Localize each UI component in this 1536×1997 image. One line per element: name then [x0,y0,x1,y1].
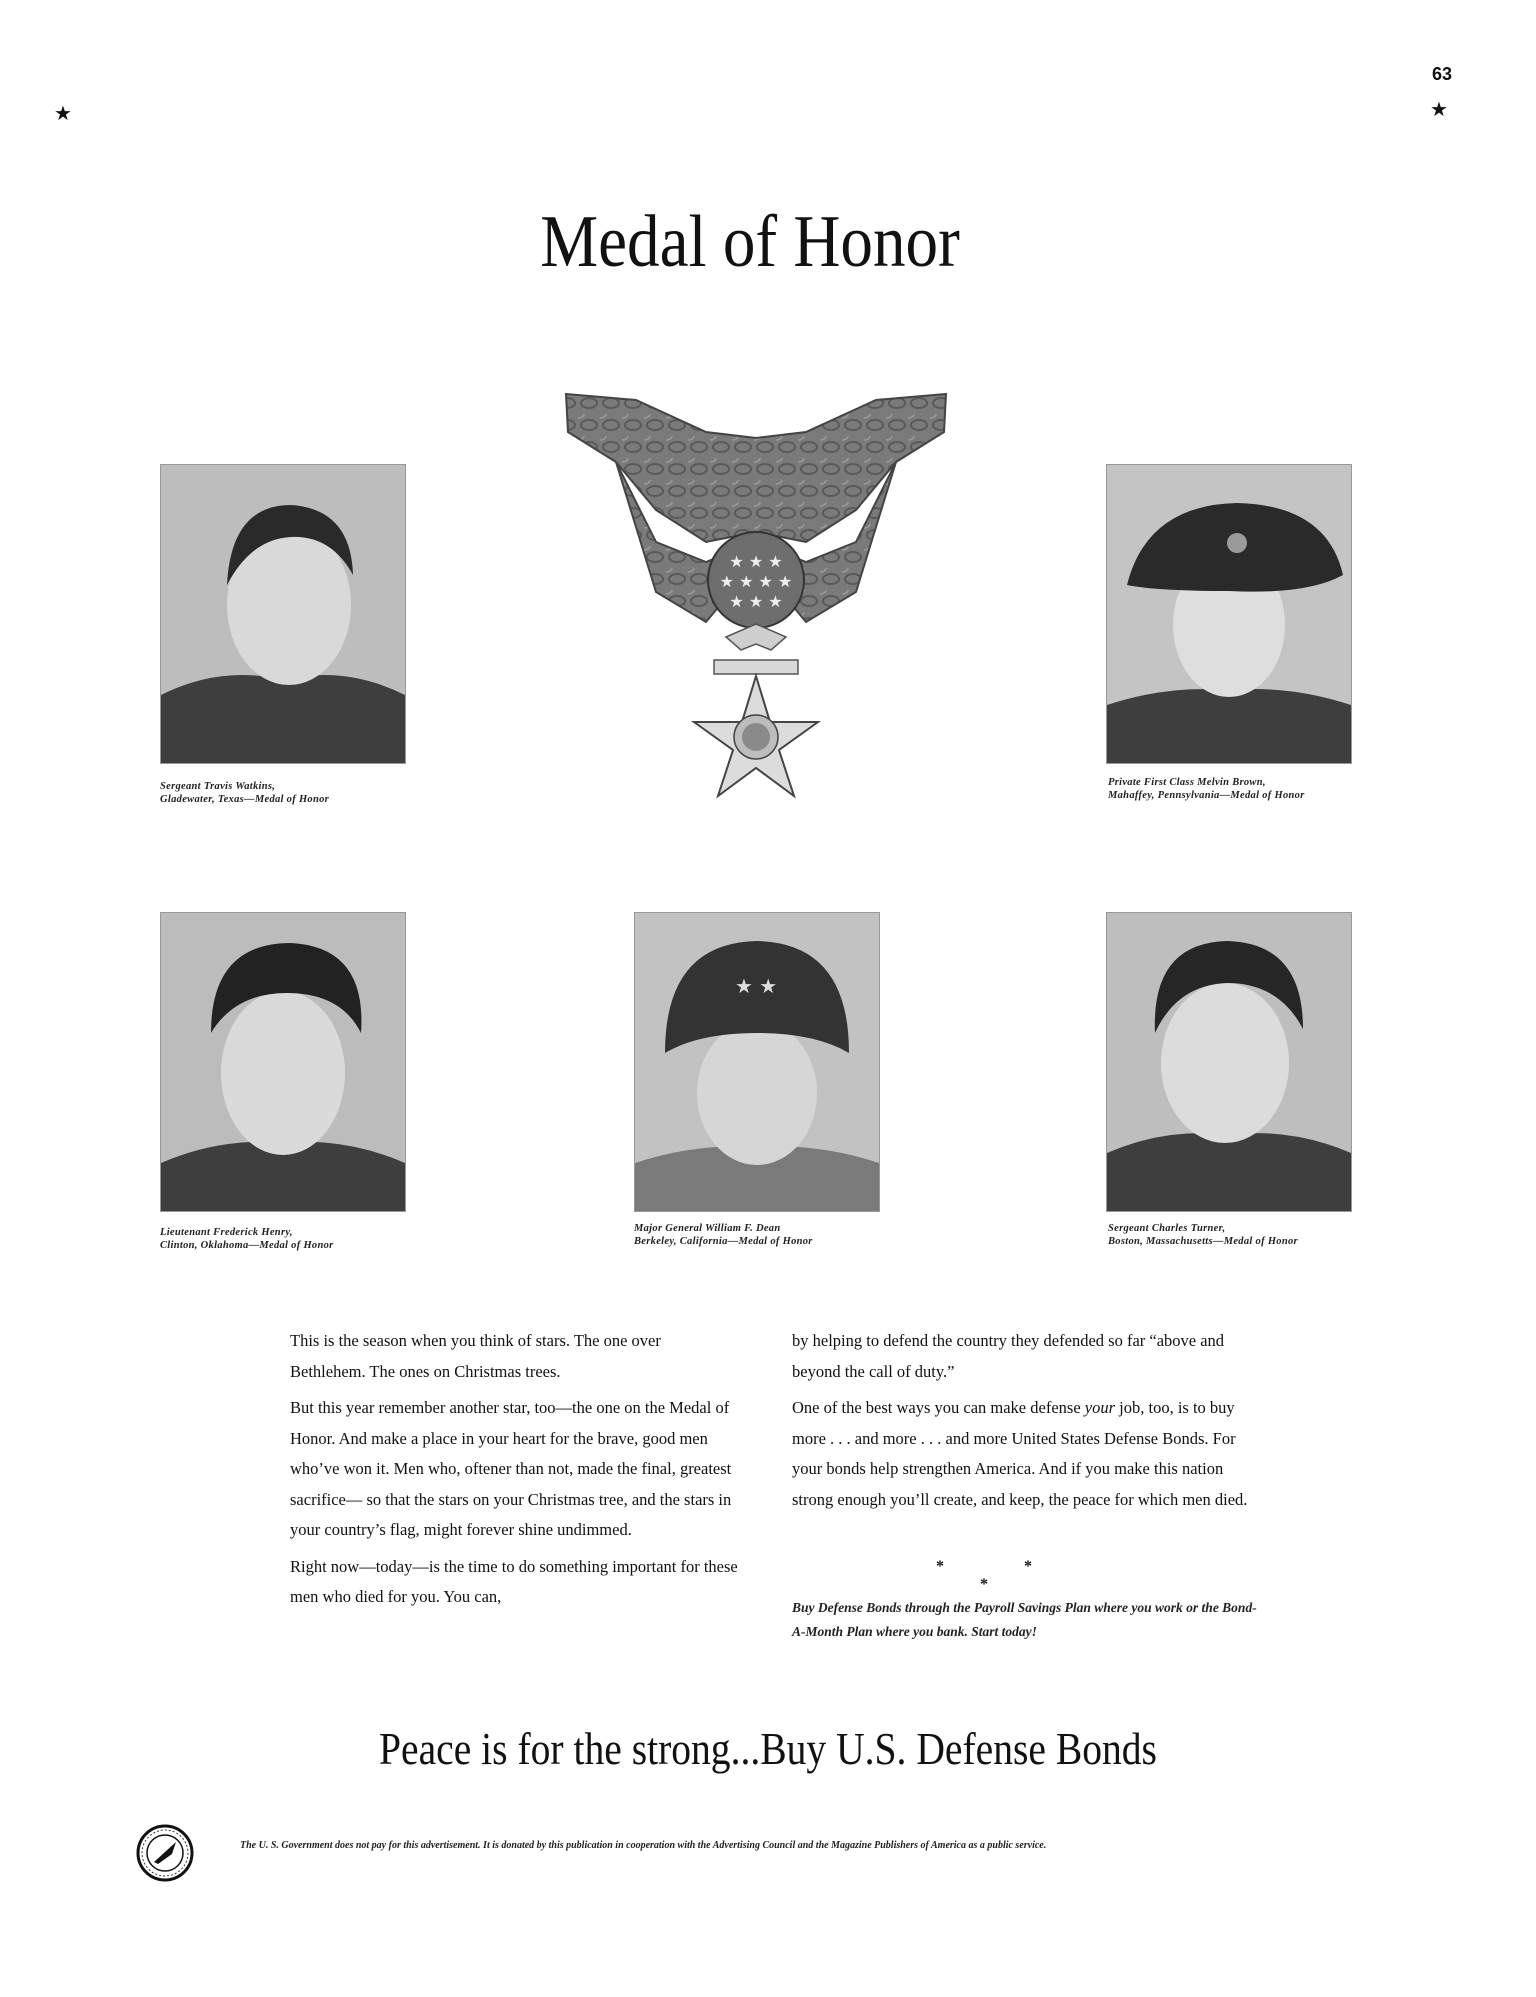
separator: * * * [936,1558,1070,1593]
recipient-name: Lieutenant Frederick Henry, [160,1227,293,1238]
paragraph: But this year remember another star, too—the one on the Medal of Honor. And make a place in your heart for the brave, good men who’ve won it. Men who, oftener than not, made the final, greatest sacrifice— so that the stars on your Christmas tree, and the stars in your country’s flag, might forever shine undimmed. [290,1398,732,1539]
body-text-right [792,1326,1252,1521]
recipient-name: Sergeant Travis Watkins, [160,781,276,792]
star-icon: ★ [54,103,72,125]
recipient-photo [1106,912,1352,1212]
medal-of-honor-icon [556,392,956,812]
page-title: Medal of Honor [540,201,960,283]
paragraph-text: One of the best ways you can make defense [792,1398,1085,1417]
paragraph [792,1393,1252,1515]
recipient-photo [160,912,406,1212]
recipient-photo [160,464,406,764]
body-text-left [290,1326,738,1619]
public-service-seal-icon [136,1824,194,1882]
page-number: 63 [1431,64,1453,84]
emphasis: your [1084,1398,1116,1417]
recipient-place: Mahaffey, Pennsylvania—Medal of Honor [1108,790,1305,801]
recipient-name: Private First Class Melvin Brown, [1108,777,1266,788]
svg-text:★ ★ ★: ★ ★ ★ [729,552,783,571]
closing-note: Buy Defense Bonds through the Payroll Savings Plan where you work or the Bond-A-Month Plan where you bank. Start today! [792,1600,1257,1639]
recipient-place: Gladewater, Texas—Medal of Honor [160,794,330,805]
paragraph: This is the season when you think of stars. The one over Bethlehem. The ones on Christmas trees. [290,1331,661,1381]
recipient-place: Berkeley, California—Medal of Honor [634,1236,813,1247]
recipient-photo [634,912,880,1212]
footer-note: The U. S. Government does not pay for this advertisement. It is donated by this publication in cooperation with the Advertising Council and the Magazine Publishers of America as a public service. [240,1840,1047,1851]
paragraph: by helping to defend the country they defended so far “above and beyond the call of duty.” [792,1331,1225,1381]
recipient-name: Sergeant Charles Turner, [1108,1223,1226,1234]
paragraph-text: job, too, is to buy more . . . and more . . . and more United States Defense Bonds. For your bonds help strengthen America. And if you make this nation strong enough you’ll create, and keep, the peace for which men died. [792,1398,1248,1509]
recipient-photo [1106,464,1352,764]
recipient-name: Major General William F. Dean [634,1223,781,1234]
svg-text:★ ★: ★ ★ [735,974,778,998]
svg-text:★ ★ ★ ★: ★ ★ ★ ★ [719,572,793,591]
star-icon: ★ [1430,99,1448,121]
slogan: Peace is for the strong...Buy U.S. Defense Bonds [379,1723,1157,1774]
paragraph: Right now—today—is the time to do something important for these men who died for you. You can, [290,1556,738,1606]
recipient-place: Boston, Massachusetts—Medal of Honor [1108,1236,1298,1247]
recipient-place: Clinton, Oklahoma—Medal of Honor [160,1240,334,1251]
svg-text:★ ★ ★: ★ ★ ★ [729,592,783,611]
